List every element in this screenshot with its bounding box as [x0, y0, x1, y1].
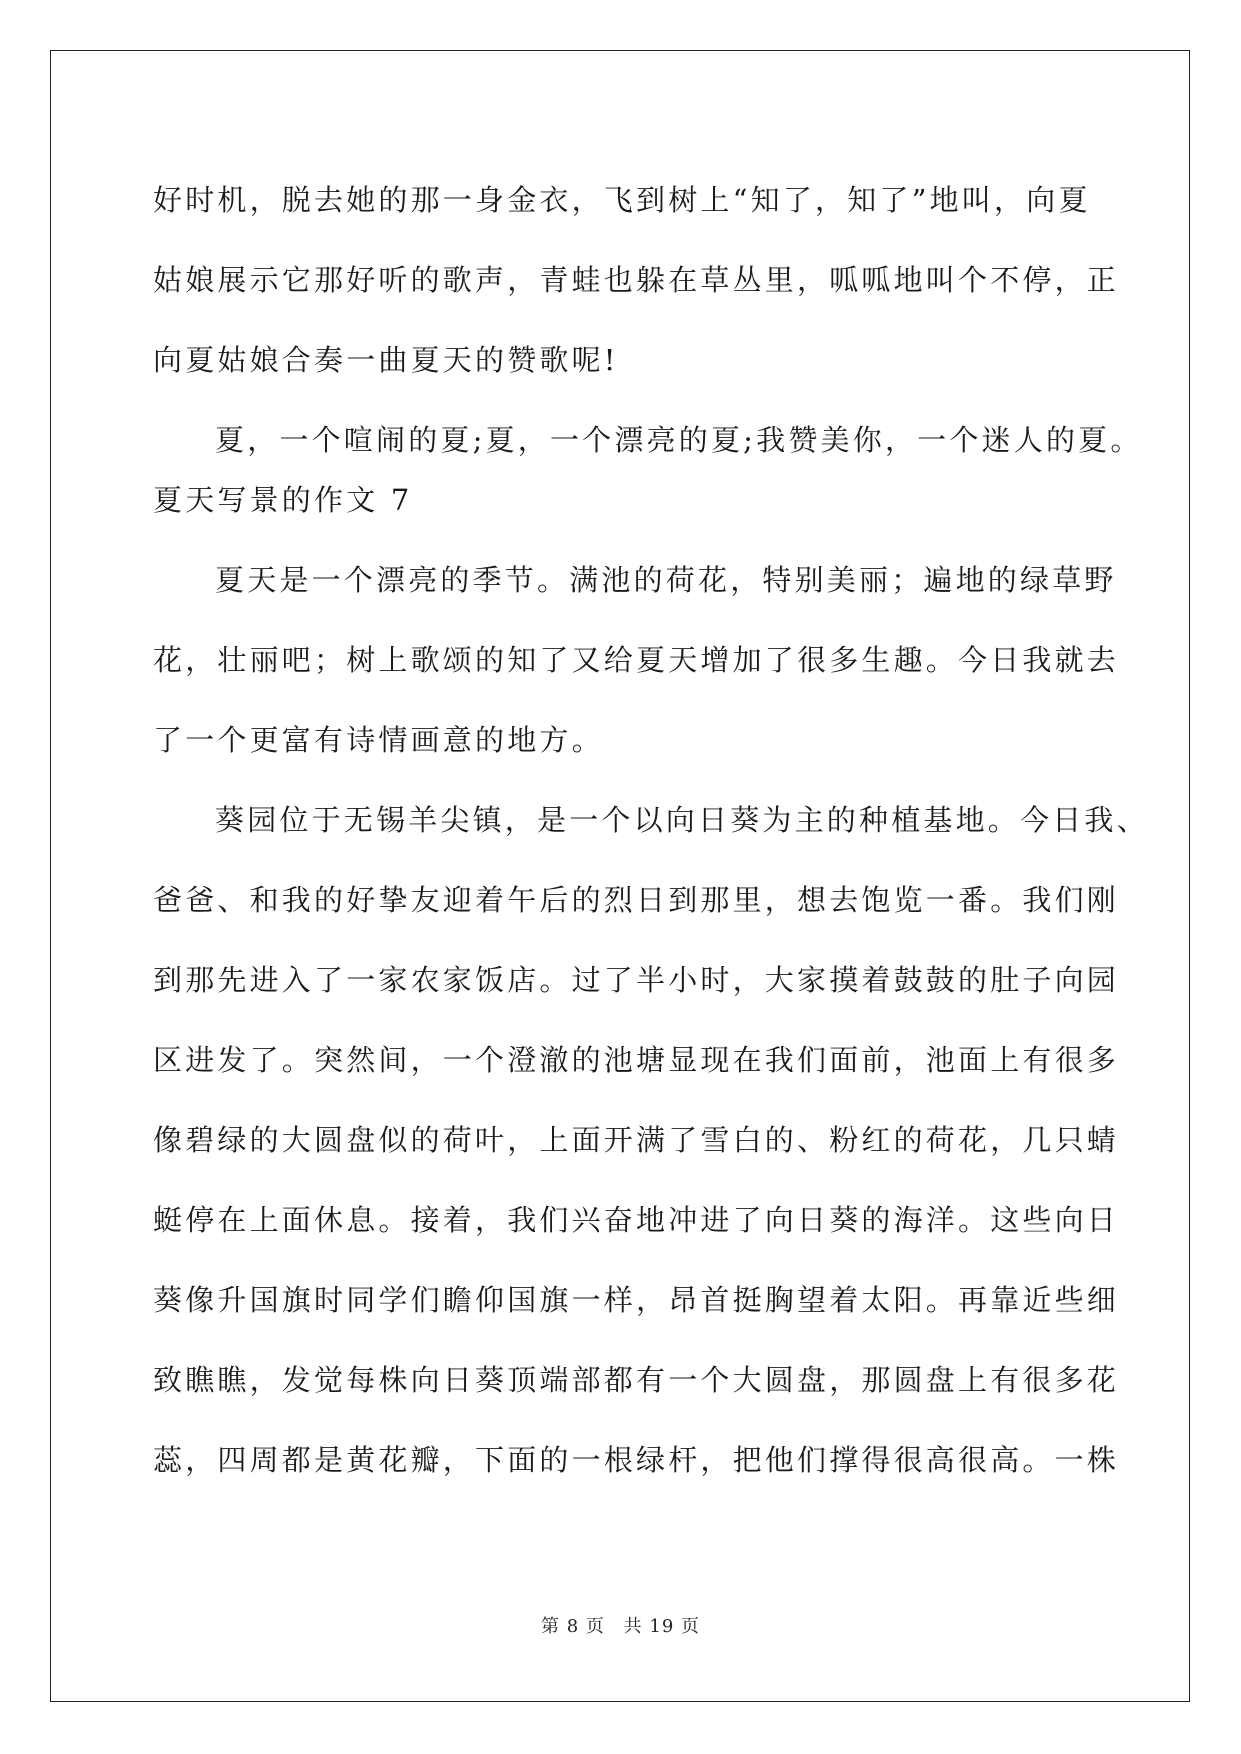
text-line: 姑娘展示它那好听的歌声，青蛙也躲在草丛里，呱呱地叫个不停，正 [153, 263, 1120, 297]
text-line: 到那先进入了一家农家饭店。过了半小时，大家摸着鼓鼓的肚子向园 [153, 963, 1120, 997]
text-line: 好时机，脱去她的那一身金衣，飞到树上“知了，知了”地叫，向夏 [153, 183, 1091, 217]
text-line: 葵像升国旗时同学们瞻仰国旗一样，昂首挺胸望着太阳。再靠近些细 [153, 1283, 1120, 1317]
text-line: 蕊，四周都是黄花瓣，下面的一根绿杆，把他们撑得很高很高。一株 [153, 1443, 1120, 1477]
text-line: 夏，一个喧闹的夏;夏，一个漂亮的夏;我赞美你，一个迷人的夏。 [215, 423, 1143, 457]
section-heading: 夏天写景的作文 7 [153, 483, 413, 517]
page-footer [0, 1612, 1241, 1638]
document-body [153, 160, 1149, 1500]
text-line: 区进发了。突然间，一个澄澈的池塘显现在我们面前，池面上有很多 [153, 1043, 1120, 1077]
text-line: 爸爸、和我的好挚友迎着午后的烈日到那里，想去饱览一番。我们刚 [153, 883, 1120, 917]
text-line: 向夏姑娘合奏一曲夏天的赞歌呢! [153, 343, 619, 377]
text-line: 花，壮丽吧；树上歌颂的知了又给夏天增加了很多生趣。今日我就去 [153, 643, 1120, 677]
text-line: 像碧绿的大圆盘似的荷叶，上面开满了雪白的、粉红的荷花，几只蜻 [153, 1123, 1120, 1157]
text-line: 了一个更富有诗情画意的地方。 [153, 723, 604, 757]
text-line: 夏天是一个漂亮的季节。满池的荷花，特别美丽；遍地的绿草野 [215, 563, 1117, 597]
text-line: 蜓停在上面休息。接着，我们兴奋地冲进了向日葵的海洋。这些向日 [153, 1203, 1120, 1237]
page-total: 共 19 页 [623, 1616, 700, 1637]
text-line: 致瞧瞧，发觉每株向日葵顶端部都有一个大圆盘，那圆盘上有很多花 [153, 1363, 1120, 1397]
text-line: 葵园位于无锡羊尖镇，是一个以向日葵为主的种植基地。今日我、 [215, 803, 1149, 837]
page-number: 第 8 页 [541, 1616, 605, 1637]
